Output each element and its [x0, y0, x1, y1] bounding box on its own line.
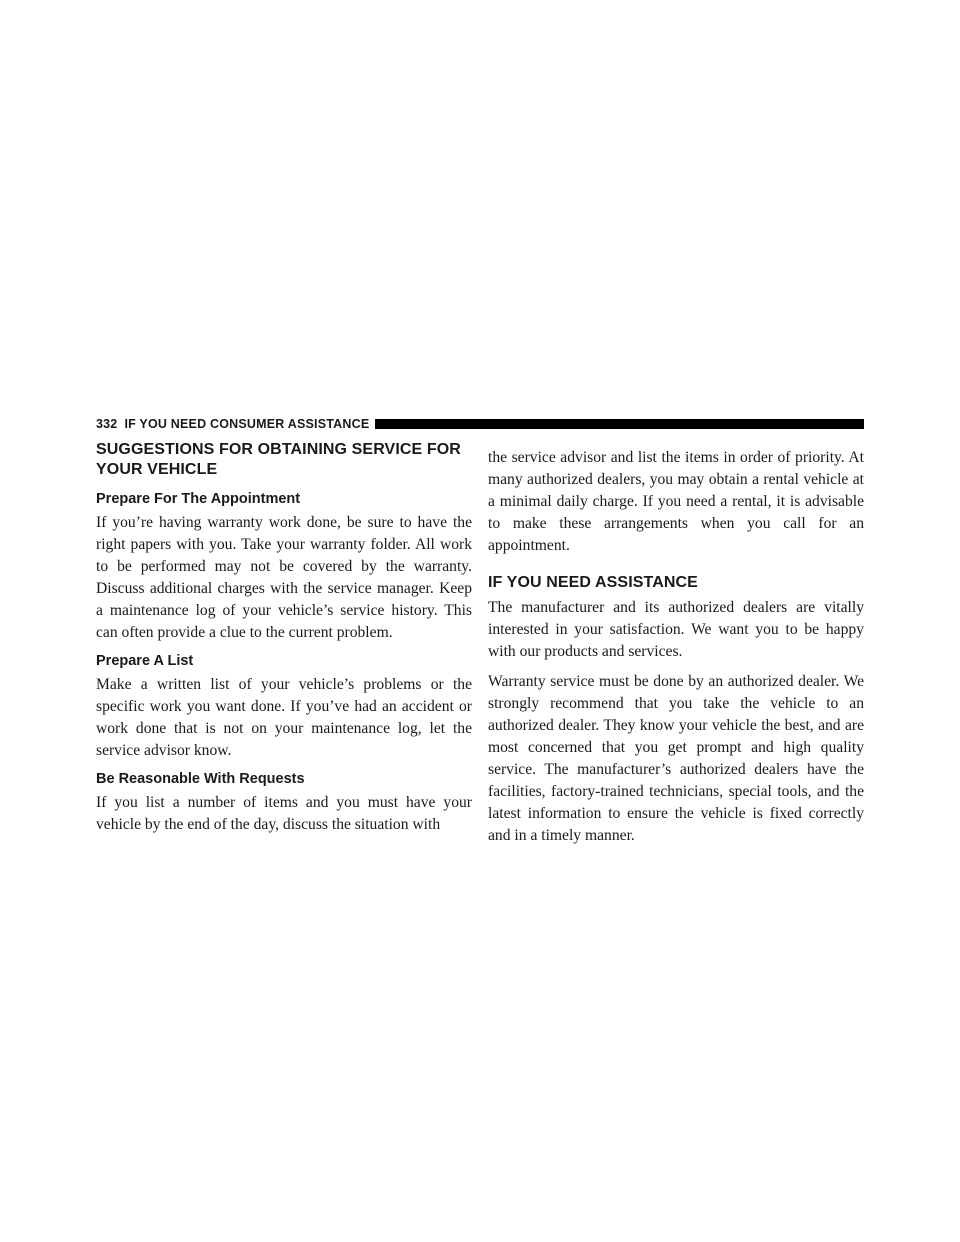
paragraph-reasonable-requests: If you list a number of items and you must have your vehicle by the end of the day, discuss the situation with	[96, 794, 472, 833]
running-header	[96, 417, 864, 431]
paragraph-continuation: the service advisor and list the items in order of priority. At many authorized dealers, you may obtain a rental vehicle at a minimal daily charge. If you need a rental, it is advisable to make these arrangements when you call for an appointment.	[488, 449, 864, 554]
paragraph-assistance-1: The manufacturer and its authorized dealers are vitally interested in your satisfaction. We want you to be happy with our products and services.	[488, 599, 864, 660]
section-heading-service-suggestions: SUGGESTIONS FOR OBTAINING SERVICE FOR YOUR VEHICLE	[96, 441, 461, 478]
page-number: 332	[96, 417, 118, 431]
running-header-title: IF YOU NEED CONSUMER ASSISTANCE	[124, 417, 370, 431]
header-rule	[375, 419, 864, 429]
subheading-prepare-appointment: Prepare For The Appointment	[96, 491, 301, 507]
subheading-reasonable-requests: Be Reasonable With Requests	[96, 771, 305, 787]
left-column	[96, 440, 472, 836]
subheading-prepare-list: Prepare A List	[96, 653, 194, 669]
section-heading-assistance: IF YOU NEED ASSISTANCE	[488, 574, 698, 591]
right-column	[488, 447, 864, 855]
paragraph-prepare-appointment: If you’re having warranty work done, be sure to have the right papers with you. Take your warranty folder. All work to be performed may not be covered by the warranty. Discuss additional charges with the service manager. Keep a maintenance log of your vehicle’s service history. This can often provide a clue to the current problem.	[96, 514, 472, 641]
paragraph-prepare-list: Make a written list of your vehicle’s problems or the specific work you want done. If you’ve had an accident or work done that is not on your maintenance log, let the service advisor know.	[96, 676, 472, 759]
paragraph-assistance-2: Warranty service must be done by an authorized dealer. We strongly recommend that you take the vehicle to an authorized dealer. They know your vehicle the best, and are most concerned that you get prompt and high quality service. The manufacturer’s authorized dealers have the facilities, factory-trained technicians, special tools, and the latest information to ensure the vehicle is fixed correctly and in a timely manner.	[488, 673, 864, 844]
